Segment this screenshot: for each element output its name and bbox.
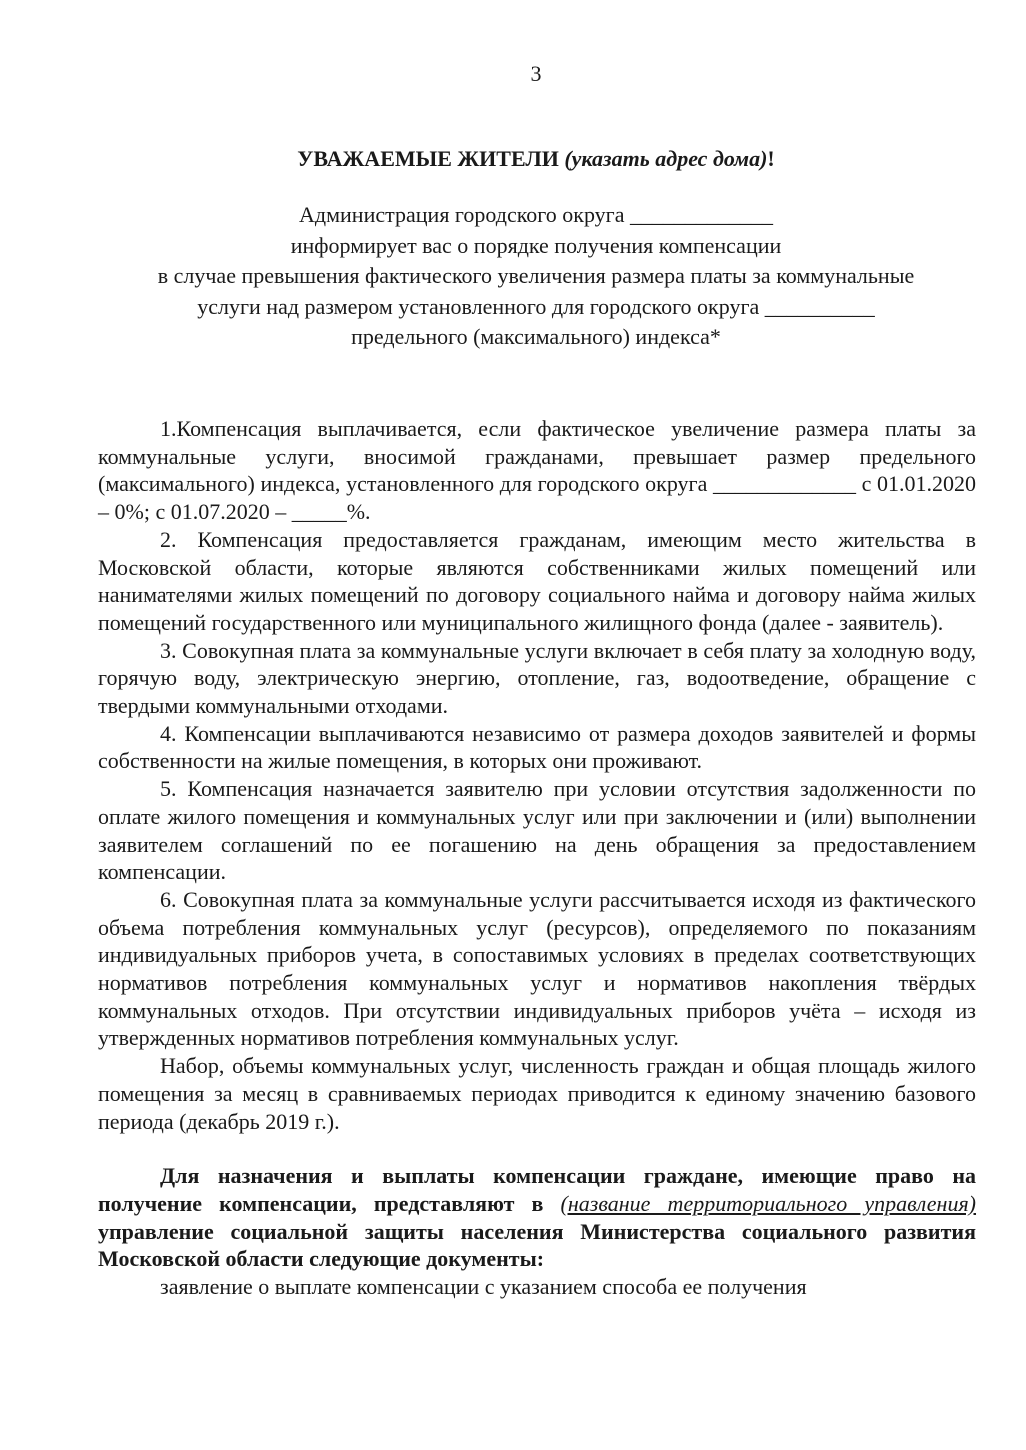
paragraph-3: 3. Совокупная плата за коммунальные услуги включает в себя плату за холодную воду, горячую воду, электрическую энергию, отопление, газ, водоотведение, обращение с твердыми коммунальными отходами.: [98, 637, 976, 719]
documents-heading-part1: Для назначения и выплаты компенсации граждане, имеющие право на получение компенсации, представляют в: [98, 1163, 976, 1216]
last-line: заявление о выплате компенсации с указанием способа ее получения: [160, 1274, 807, 1300]
title-address-placeholder: (указать адрес дома): [564, 146, 768, 171]
intro-line-5: предельного (максимального) индекса*: [351, 324, 721, 349]
documents-heading: [98, 1162, 976, 1273]
paragraph-2: 2. Компенсация предоставляется гражданам, имеющим место жительства в Московской области, которые являются собственниками жилых помещений или нанимателями жилых помещений по договору социального найма и договору найма жилых помещений государственного или муниципального жилищного фонда (далее - заявитель).: [98, 526, 976, 635]
document-body: [98, 415, 976, 1301]
paragraph-7: Набор, объемы коммунальных услуг, численность граждан и общая площадь жилого помещения за месяц в сравниваемых периодах приводится к единому значению базового периода (декабрь 2019 г.).: [98, 1053, 976, 1134]
paragraph-6: 6. Совокупная плата за коммунальные услуги рассчитывается исходя из фактического объема потребления коммунальных услуг (ресурсов), определяемого по показаниям индивидуальных приборов учета, в сопоставимых условиях в пределах соответствующих нормативов потребления коммунальных услуг и нормативов накопления твёрдых коммунальных отходов. При отсутствии индивидуальных приборов учёта – исходя из утвержденных нормативов потребления коммунальных услуг.: [98, 886, 976, 1051]
intro-block: [0, 200, 1026, 353]
paragraph-4: 4. Компенсации выплачиваются независимо от размера доходов заявителей и формы собственности на жилые помещения, в которых они проживают.: [98, 720, 976, 774]
title-main: УВАЖАЕМЫЕ ЖИТЕЛИ: [297, 146, 565, 171]
paragraph-5: 5. Компенсация назначается заявителю при условии отсутствия задолженности по оплате жилого помещения и коммунальных услуг или при заключении и (или) выполнении заявителем соглашений по ее погашению на день обращения за предоставлением компенсации.: [98, 776, 976, 885]
paragraph-1: 1.Компенсация выплачивается, если фактическое увеличение размера платы за коммунальные услуги, вносимой гражданами, превышает размер предельного (максимального) индекса, установленного для городского округа _____________ с 01.01.2020 – 0%; с 01.07.2020 – _____%.: [98, 416, 976, 525]
title-exclamation: !: [767, 146, 775, 171]
territorial-office-placeholder: (название территориального управления): [560, 1190, 977, 1216]
page-title: [0, 145, 1026, 173]
intro-line-1: Администрация городского округа _____________: [299, 202, 773, 227]
intro-line-2: информирует вас о порядке получения компенсации: [290, 232, 782, 258]
intro-line-3: в случае превышения фактического увеличения размера платы за коммунальные: [157, 263, 915, 288]
documents-heading-part2: управление социальной защиты населения Министерства социального развития Московской области следующие документы:: [98, 1218, 976, 1272]
page-number: 3: [530, 61, 542, 86]
intro-line-4: услуги над размером установленного для городского округа __________: [197, 293, 875, 319]
